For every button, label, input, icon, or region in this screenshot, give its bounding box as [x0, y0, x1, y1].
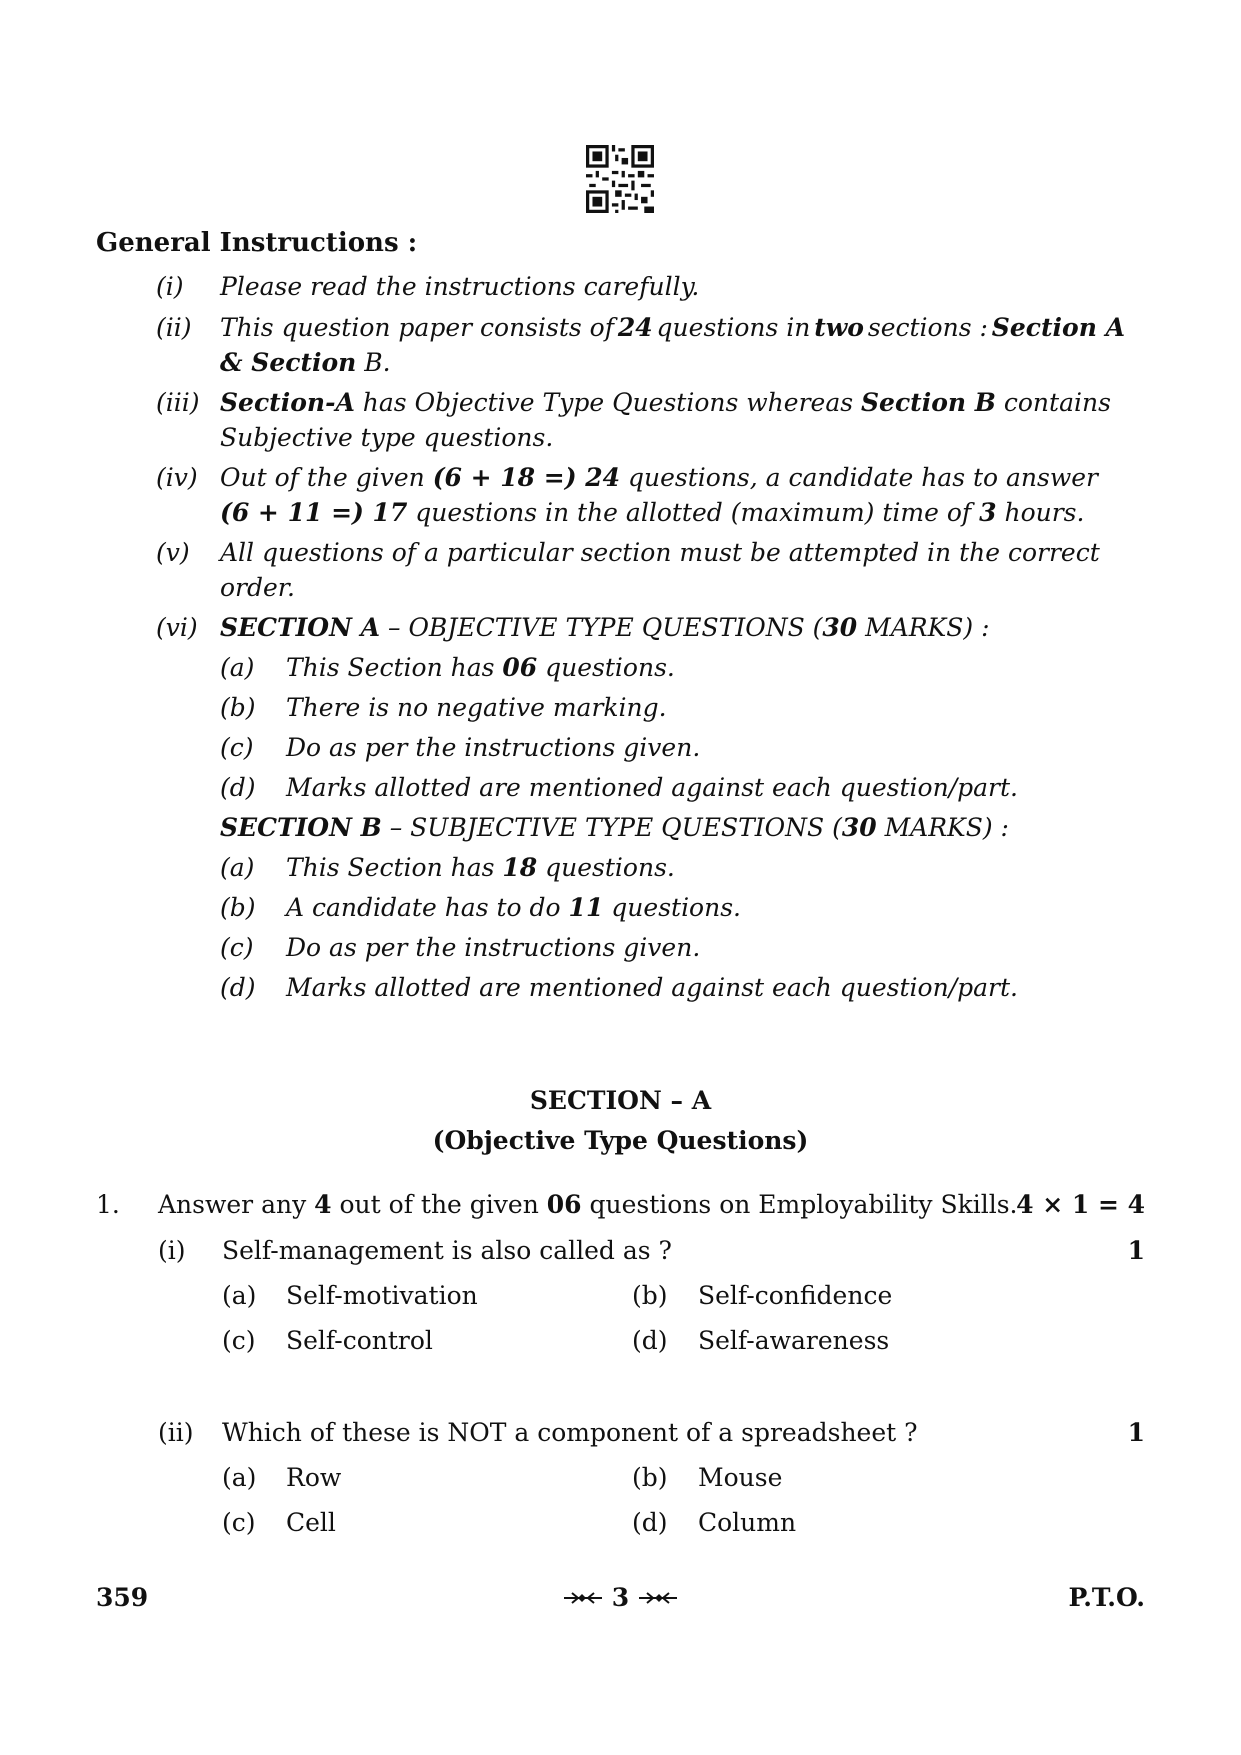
- instruction-text-continued: [220, 498, 1084, 527]
- sub-item-label: (a): [220, 653, 255, 682]
- text-segment: 24: [617, 313, 653, 342]
- text-segment: 11: [568, 893, 604, 922]
- instruction-number: (iii): [156, 388, 200, 417]
- text-segment: 06: [546, 1190, 582, 1219]
- instruction-number: (ii): [156, 313, 192, 342]
- sub-item-label: (c): [220, 733, 254, 762]
- text-segment: – OBJECTIVE TYPE QUESTIONS (: [380, 613, 823, 642]
- sub-item-text: Marks allotted are mentioned against each question/part.: [286, 973, 1018, 1002]
- text-segment: MARKS) :: [857, 613, 990, 642]
- page-number: 3: [611, 1583, 630, 1612]
- page-number-block: [0, 1583, 1241, 1612]
- text-segment: MARKS) :: [876, 813, 1009, 842]
- text-segment: has Objective Type Questions whereas: [354, 388, 861, 417]
- qr-code-image: [586, 145, 654, 213]
- instruction-text-continued: [220, 348, 391, 377]
- text-segment: (6 + 11 =) 17: [220, 498, 408, 527]
- sub-item-text: Marks allotted are mentioned against each question/part.: [286, 773, 1018, 802]
- question-text: [158, 1190, 1018, 1219]
- left-ornament-icon: [564, 1591, 602, 1605]
- option-text: Self-control: [286, 1326, 433, 1355]
- text-segment: questions in: [656, 313, 811, 342]
- option-text: Self-awareness: [698, 1326, 890, 1355]
- option-text: Self-confidence: [698, 1281, 893, 1310]
- right-ornament-icon: [639, 1591, 677, 1605]
- text-segment: Section A: [991, 313, 1125, 342]
- text-segment: questions.: [603, 893, 741, 922]
- text-segment: questions on Employability Skills.: [581, 1190, 1018, 1219]
- text-segment: out of the given: [331, 1190, 547, 1219]
- instruction-number: (v): [156, 538, 190, 567]
- instruction-text: Please read the instructions carefully.: [220, 272, 700, 301]
- instruction-number: (iv): [156, 463, 198, 492]
- text-segment: & Section: [220, 348, 357, 377]
- sub-item-text: There is no negative marking.: [286, 693, 667, 722]
- sub-item-label: (b): [220, 893, 256, 922]
- text-segment: This Section has: [286, 653, 503, 682]
- text-segment: SECTION B: [220, 813, 382, 842]
- text-segment: This Section has: [286, 853, 503, 882]
- part-question-text: Which of these is NOT a component of a spreadsheet ?: [222, 1418, 918, 1447]
- text-segment: contains: [995, 388, 1111, 417]
- option-text: Self-motivation: [286, 1281, 478, 1310]
- text-segment: SECTION A: [220, 613, 381, 642]
- text-segment: questions in the allotted (maximum) time of: [407, 498, 980, 527]
- instruction-text: [220, 463, 1098, 492]
- text-segment: Section B: [861, 388, 996, 417]
- text-segment: 18: [502, 853, 538, 882]
- option-label: (b): [632, 1281, 668, 1310]
- option-label: (d): [632, 1508, 668, 1537]
- option-label: (a): [222, 1463, 257, 1492]
- sub-item-label: (d): [220, 773, 256, 802]
- text-segment: (6 + 18 =) 24: [432, 463, 621, 492]
- sub-item-text: [286, 653, 675, 682]
- pto-label: P.T.O.: [1068, 1583, 1145, 1612]
- instruction-number: (i): [156, 272, 184, 301]
- sub-item-label: (a): [220, 853, 255, 882]
- paper-code: 359: [96, 1583, 149, 1612]
- sub-item-text: Do as per the instructions given.: [286, 933, 701, 962]
- text-segment: A candidate has to do: [286, 893, 569, 922]
- option-label: (a): [222, 1281, 257, 1310]
- text-segment: 06: [502, 653, 538, 682]
- part-question-text: Self-management is also called as ?: [222, 1236, 672, 1265]
- section-a-instruction-heading: [220, 613, 990, 642]
- instruction-text-continued: Subjective type questions.: [220, 423, 554, 452]
- section-a-subtitle: (Objective Type Questions): [432, 1126, 809, 1155]
- option-label: (c): [222, 1508, 256, 1537]
- text-segment: This question paper consists of: [220, 313, 614, 342]
- instruction-text-continued: order.: [220, 573, 295, 602]
- question-marks: 4 × 1 = 4: [1016, 1190, 1145, 1219]
- option-label: (d): [632, 1326, 668, 1355]
- text-segment: Answer any: [158, 1190, 315, 1219]
- sub-item-label: (b): [220, 693, 256, 722]
- option-text: Row: [286, 1463, 342, 1492]
- instruction-text: [220, 313, 1125, 342]
- instruction-text: All questions of a particular section must be attempted in the correct: [220, 538, 1100, 567]
- text-segment: 30: [841, 813, 877, 842]
- text-segment: two: [814, 313, 864, 342]
- section-a-title: SECTION – A: [529, 1086, 712, 1115]
- question-number: 1.: [96, 1190, 120, 1219]
- option-text: Cell: [286, 1508, 336, 1537]
- sub-item-text: Do as per the instructions given.: [286, 733, 701, 762]
- part-number: (ii): [158, 1418, 194, 1447]
- text-segment: 30: [822, 613, 858, 642]
- text-segment: Out of the given: [220, 463, 433, 492]
- section-b-instruction-heading: [220, 813, 1009, 842]
- text-segment: hours.: [996, 498, 1085, 527]
- instruction-text: [220, 388, 1111, 417]
- part-marks: 1: [1127, 1236, 1145, 1265]
- part-marks: 1: [1127, 1418, 1145, 1447]
- text-segment: sections :: [867, 313, 988, 342]
- sub-item-text: [286, 853, 675, 882]
- sub-item-label: (c): [220, 933, 254, 962]
- part-number: (i): [158, 1236, 186, 1265]
- text-segment: B.: [356, 348, 391, 377]
- option-text: Column: [698, 1508, 797, 1537]
- text-segment: questions.: [537, 653, 675, 682]
- instruction-number: (vi): [156, 613, 198, 642]
- sub-item-text: [286, 893, 741, 922]
- text-segment: 3: [979, 498, 997, 527]
- text-segment: 4: [314, 1190, 332, 1219]
- text-segment: questions.: [537, 853, 675, 882]
- text-segment: questions, a candidate has to answer: [620, 463, 1099, 492]
- general-instructions-title: General Instructions :: [96, 228, 418, 258]
- option-text: Mouse: [698, 1463, 783, 1492]
- option-label: (c): [222, 1326, 256, 1355]
- text-segment: Section-A: [220, 388, 355, 417]
- sub-item-label: (d): [220, 973, 256, 1002]
- text-segment: – SUBJECTIVE TYPE QUESTIONS (: [381, 813, 842, 842]
- option-label: (b): [632, 1463, 668, 1492]
